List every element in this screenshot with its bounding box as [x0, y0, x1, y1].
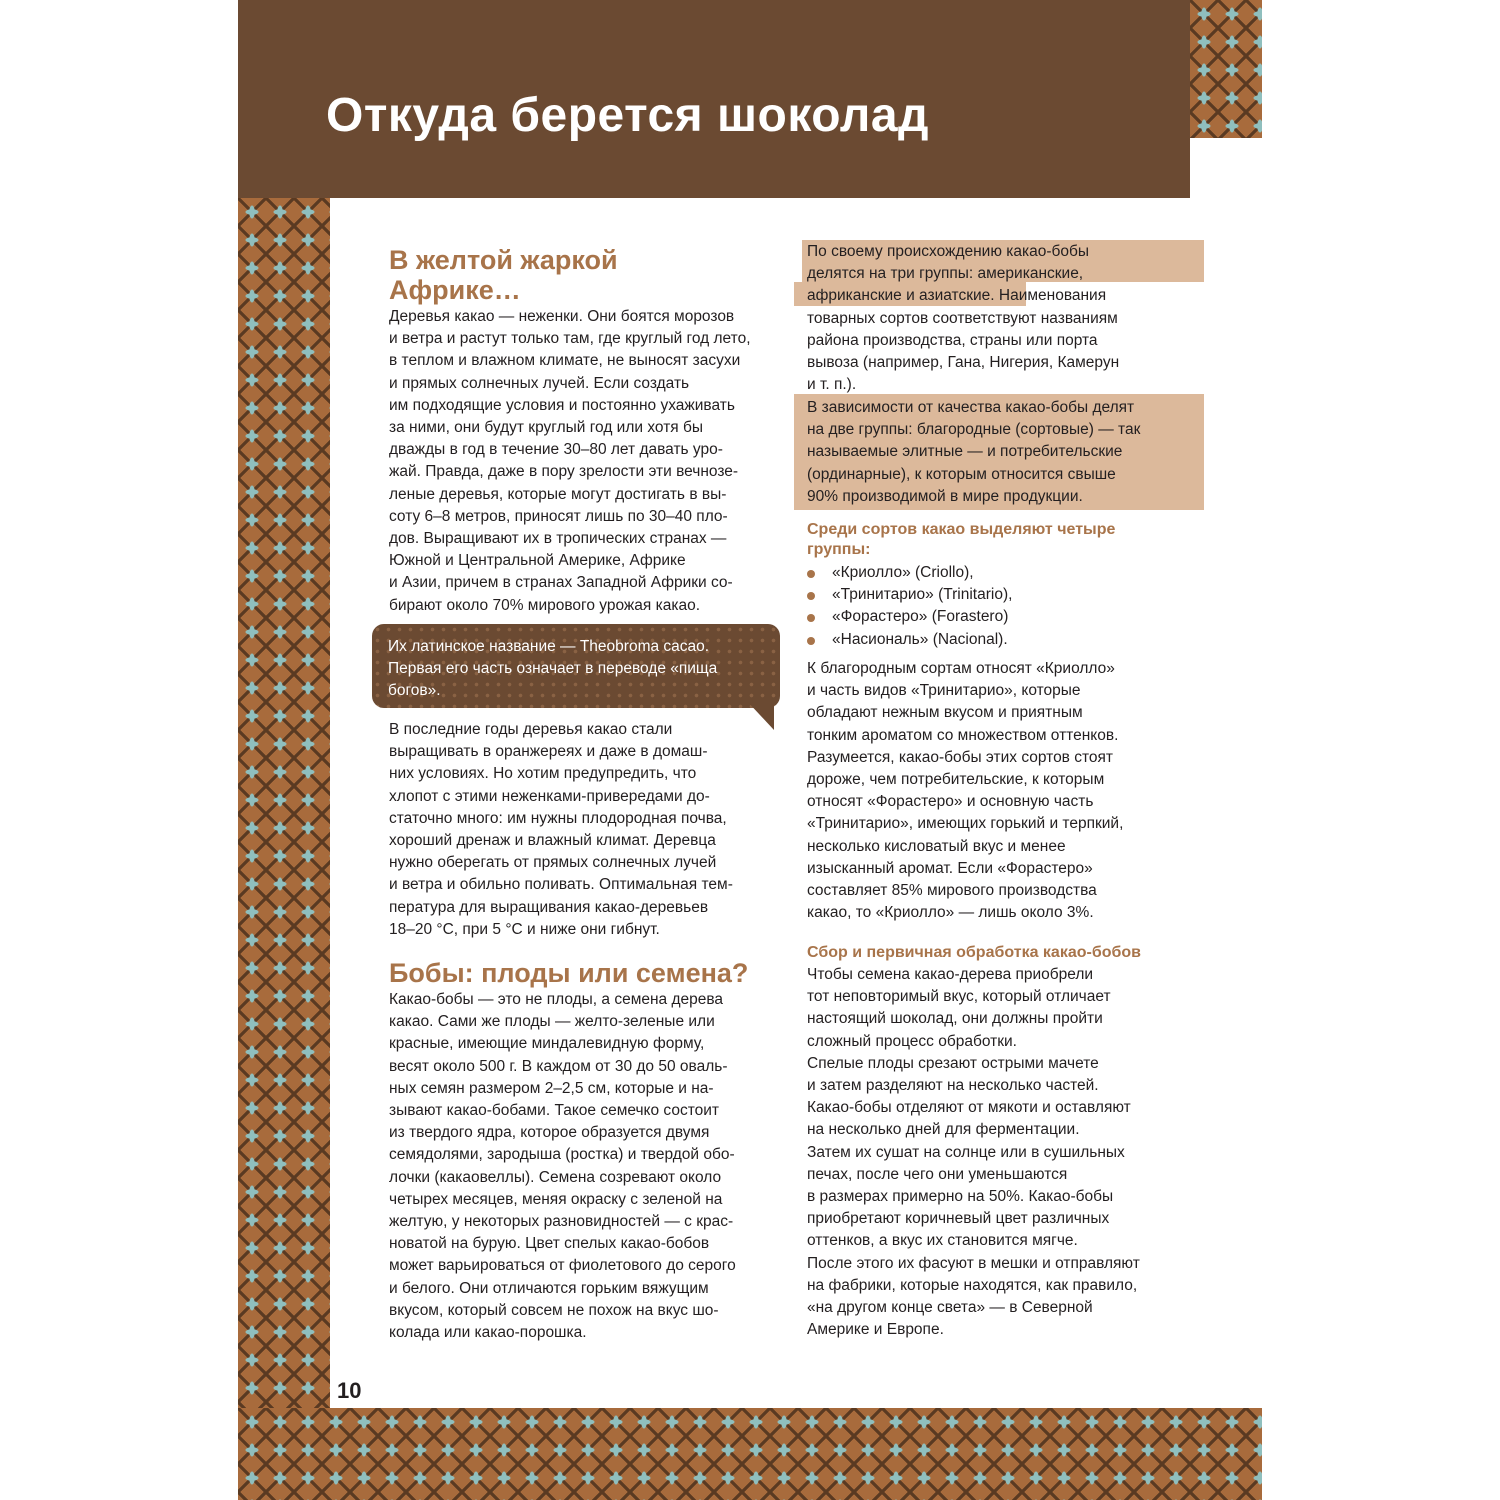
- text-line: Южной и Центральной Америке, Африке: [389, 552, 686, 570]
- text-fragment: Наименования: [994, 287, 1107, 305]
- highlight-line: делятся на три группы: американские,: [807, 265, 1084, 283]
- bullet-icon: [807, 637, 815, 645]
- text-line: статочно много: им нужны плодородная почва,: [389, 809, 727, 827]
- text-line: и белого. Они отличаются горьким вяжущим: [389, 1279, 709, 1297]
- text-line: красные, имеющие миндалевидную форму,: [389, 1035, 705, 1053]
- text-line: из твердого ядра, которое образуется двумя: [389, 1124, 710, 1142]
- quote-callout: [372, 624, 780, 708]
- text-line: за ними, они будут круглый год или хотя бы: [389, 419, 704, 437]
- text-line: и затем разделяют на несколько частей.: [807, 1077, 1099, 1095]
- text-line: на несколько дней для ферментации.: [807, 1121, 1080, 1139]
- text-line: и ветра и растут только там, где круглый год лето,: [389, 330, 751, 348]
- highlight-line: на две группы: благородные (сортовые) — так: [807, 421, 1141, 439]
- list-item-label: «Криолло» (Criollo),: [832, 564, 974, 581]
- highlight-line: По своему происхождению какао-бобы: [807, 243, 1090, 260]
- list-item: [807, 562, 1197, 584]
- list-item: [807, 606, 1197, 628]
- text-line: на фабрики, которые находятся, как правило,: [807, 1276, 1138, 1294]
- text-line: Америке и Европе.: [807, 1321, 944, 1339]
- text-line: нужно оберегать от прямых солнечных лучей: [389, 854, 717, 872]
- list-item: [807, 629, 1197, 651]
- text-line: настоящий шоколад, они должны пройти: [807, 1010, 1103, 1028]
- text-line: колада или какао-порошка.: [389, 1324, 587, 1342]
- text-line: и Азии, причем в странах Западной Африки со-: [389, 574, 733, 592]
- text-line: дороже, чем потребительские, к которым: [807, 771, 1105, 789]
- highlight-line: африканские и азиатские.: [807, 287, 995, 305]
- text-line: какао, то «Криолло» — лишь около 3%.: [807, 904, 1094, 922]
- left-section-greenhouse: [389, 719, 779, 941]
- list-item-label: «Тринитарио» (Trinitario),: [832, 586, 1013, 604]
- page-number: 10: [337, 1378, 362, 1403]
- text-line: выращивать в оранжереях и даже в домаш-: [389, 743, 708, 761]
- text-line: К благородным сортам относят «Криолло»: [807, 660, 1115, 677]
- text-line: изысканный аромат. Если «Форастеро»: [807, 859, 1093, 877]
- text-line: Разумеется, какао-бобы этих сортов стоят: [807, 748, 1114, 766]
- heading-africa-line1: В желтой жаркой: [389, 245, 618, 275]
- left-section-beans: [389, 958, 779, 1344]
- pattern-left-border: [238, 198, 330, 1408]
- right-block-origin: [807, 241, 1187, 396]
- highlight-line: называемые элитные — и потребительские: [807, 443, 1123, 461]
- text-line: относят «Форастеро» и основную часть: [807, 793, 1094, 811]
- list-item-label: «Форастеро» (Forastero): [832, 608, 1009, 626]
- text-line: им подходящие условия и постоянно ухаживать: [389, 396, 735, 414]
- text-line: Какао-бобы — это не плоды, а семена дерева: [389, 991, 724, 1008]
- text-line: составляет 85% мирового производства: [807, 882, 1097, 900]
- text-line: жай. Правда, даже в пору зрелости эти вечнозе-: [389, 463, 739, 481]
- text-line: тот неповторимый вкус, который отличает: [807, 988, 1111, 1006]
- text-line: хороший дренаж и влажный климат. Деревца: [389, 832, 716, 850]
- text-line: может варьироваться от фиолетового до серого: [389, 1257, 736, 1275]
- sorts-list: [807, 562, 1197, 651]
- text-line: приобретают коричневый цвет различных: [807, 1210, 1110, 1228]
- text-line: весят около 500 г. В каждом от 30 до 50 оваль-: [389, 1057, 728, 1075]
- text-line: [807, 285, 1187, 307]
- pattern-bottom-border: [238, 1408, 1262, 1500]
- right-block-processing: [807, 943, 1199, 1341]
- heading-africa-line2: Африке…: [389, 275, 521, 305]
- heading-sorts-line1: Среди сортов какао выделяют четыре: [807, 521, 1116, 538]
- bullet-icon: [807, 570, 815, 578]
- text-line: пература для выращивания какао-деревьев: [389, 898, 709, 916]
- text-line: Спелые плоды срезают острыми мачете: [807, 1054, 1099, 1072]
- highlight-line: 90% производимой в мире продукции.: [807, 487, 1083, 505]
- quote-line: Первая его часть означает в переводе «пища: [388, 660, 718, 677]
- text-line: какао. Сами же плоды — желто-зеленые или: [389, 1013, 715, 1031]
- text-line: «Тринитарио», имеющих горький и терпкий,: [807, 815, 1124, 833]
- text-line: вкусом, который совсем не похож на вкус шо-: [389, 1301, 719, 1319]
- heading-sorts-line2: группы:: [807, 541, 871, 558]
- text-line: и часть видов «Тринитарио», которые: [807, 682, 1081, 700]
- text-line: них условиях. Но хотим предупредить, что: [389, 765, 697, 783]
- text-line: обладают нежным вкусом и приятным: [807, 704, 1083, 722]
- text-line: Затем их сушат на солнце или в сушильных: [807, 1143, 1125, 1161]
- pattern-top-right: [1190, 0, 1262, 138]
- text-line: дов. Выращивают их в тропических странах —: [389, 530, 727, 548]
- heading-beans: Бобы: плоды или семена?: [389, 958, 749, 988]
- text-line: соту 6–8 метров, приносят лишь по 30–40 пло-: [389, 507, 728, 525]
- text-line: и т. п.).: [807, 376, 857, 394]
- text-line: оттенков, а вкус их становится мягче.: [807, 1232, 1078, 1250]
- list-item: [807, 584, 1197, 606]
- text-line: Чтобы семена какао-дерева приобрели: [807, 966, 1094, 983]
- text-line: сложный процесс обработки.: [807, 1032, 1017, 1050]
- list-item-label: «Насиональ» (Nacional).: [832, 630, 1008, 648]
- right-block-noble: [807, 658, 1199, 924]
- text-line: Деревья какао — неженки. Они боятся морозов: [389, 308, 735, 325]
- quote-line: Их латинское название — Theobroma cacao.: [388, 638, 710, 655]
- right-block-quality: [807, 397, 1199, 508]
- text-line: несколько кисловатый вкус и менее: [807, 837, 1066, 855]
- text-line: в размерах примерно на 50%. Какао-бобы: [807, 1188, 1114, 1206]
- text-line: ных семян размером 2–2,5 см, которые и на-: [389, 1079, 714, 1097]
- text-line: бирают около 70% мирового урожая какао.: [389, 596, 701, 614]
- text-line: лочки (какаовеллы). Семена созревают около: [389, 1168, 722, 1186]
- text-line: товарных сортов соответствуют названиям: [807, 309, 1118, 327]
- page-title: Откуда берется шоколад: [326, 89, 930, 142]
- text-line: После этого их фасуют в мешки и отправляют: [807, 1254, 1140, 1272]
- heading-processing: Сбор и первичная обработка какао-бобов: [807, 944, 1141, 961]
- text-line: «на другом конце света» — в Северной: [807, 1299, 1093, 1317]
- text-line: леные деревья, которые могут достигать в вы-: [389, 485, 727, 503]
- bullet-icon: [807, 592, 815, 600]
- left-section-africa: [389, 245, 779, 617]
- text-line: Какао-бобы отделяют от мякоти и оставляют: [807, 1099, 1131, 1117]
- text-line: дважды в год в течение 30–80 лет давать уро-: [389, 441, 723, 459]
- text-line: вывоза (например, Гана, Нигерия, Камерун: [807, 354, 1120, 372]
- text-line: желтую, у некоторых разновидностей — с крас-: [389, 1213, 734, 1231]
- text-line: печах, после чего они уменьшаются: [807, 1165, 1068, 1183]
- quote-line: богов».: [388, 682, 441, 699]
- text-line: в теплом и влажном климате, не выносят засухи: [389, 352, 741, 370]
- text-line: 18–20 °С, при 5 °С и ниже они гибнут.: [389, 920, 660, 938]
- text-line: новатой на бурую. Цвет спелых какао-бобов: [389, 1235, 710, 1253]
- text-line: семядолями, зародыша (ростка) и твердой обо-: [389, 1146, 735, 1164]
- text-line: тонким ароматом со множеством оттенков.: [807, 726, 1119, 744]
- highlight-line: В зависимости от качества какао-бобы делят: [807, 399, 1135, 416]
- text-line: и ветра и обильно поливать. Оптимальная тем-: [389, 876, 733, 894]
- text-line: четырех месяцев, меняя окраску с зеленой на: [389, 1190, 723, 1208]
- text-line: и прямых солнечных лучей. Если создать: [389, 374, 690, 392]
- text-line: В последние годы деревья какао стали: [389, 721, 673, 738]
- highlight-line: (ординарные), к которым относится свыше: [807, 465, 1116, 483]
- right-block-sorts: [807, 520, 1197, 651]
- text-line: района производства, страны или порта: [807, 331, 1098, 349]
- bullet-icon: [807, 614, 815, 622]
- text-line: зывают какао-бобами. Такое семечко состоит: [389, 1102, 720, 1120]
- text-line: хлопот с этими неженками-привередами до-: [389, 787, 710, 805]
